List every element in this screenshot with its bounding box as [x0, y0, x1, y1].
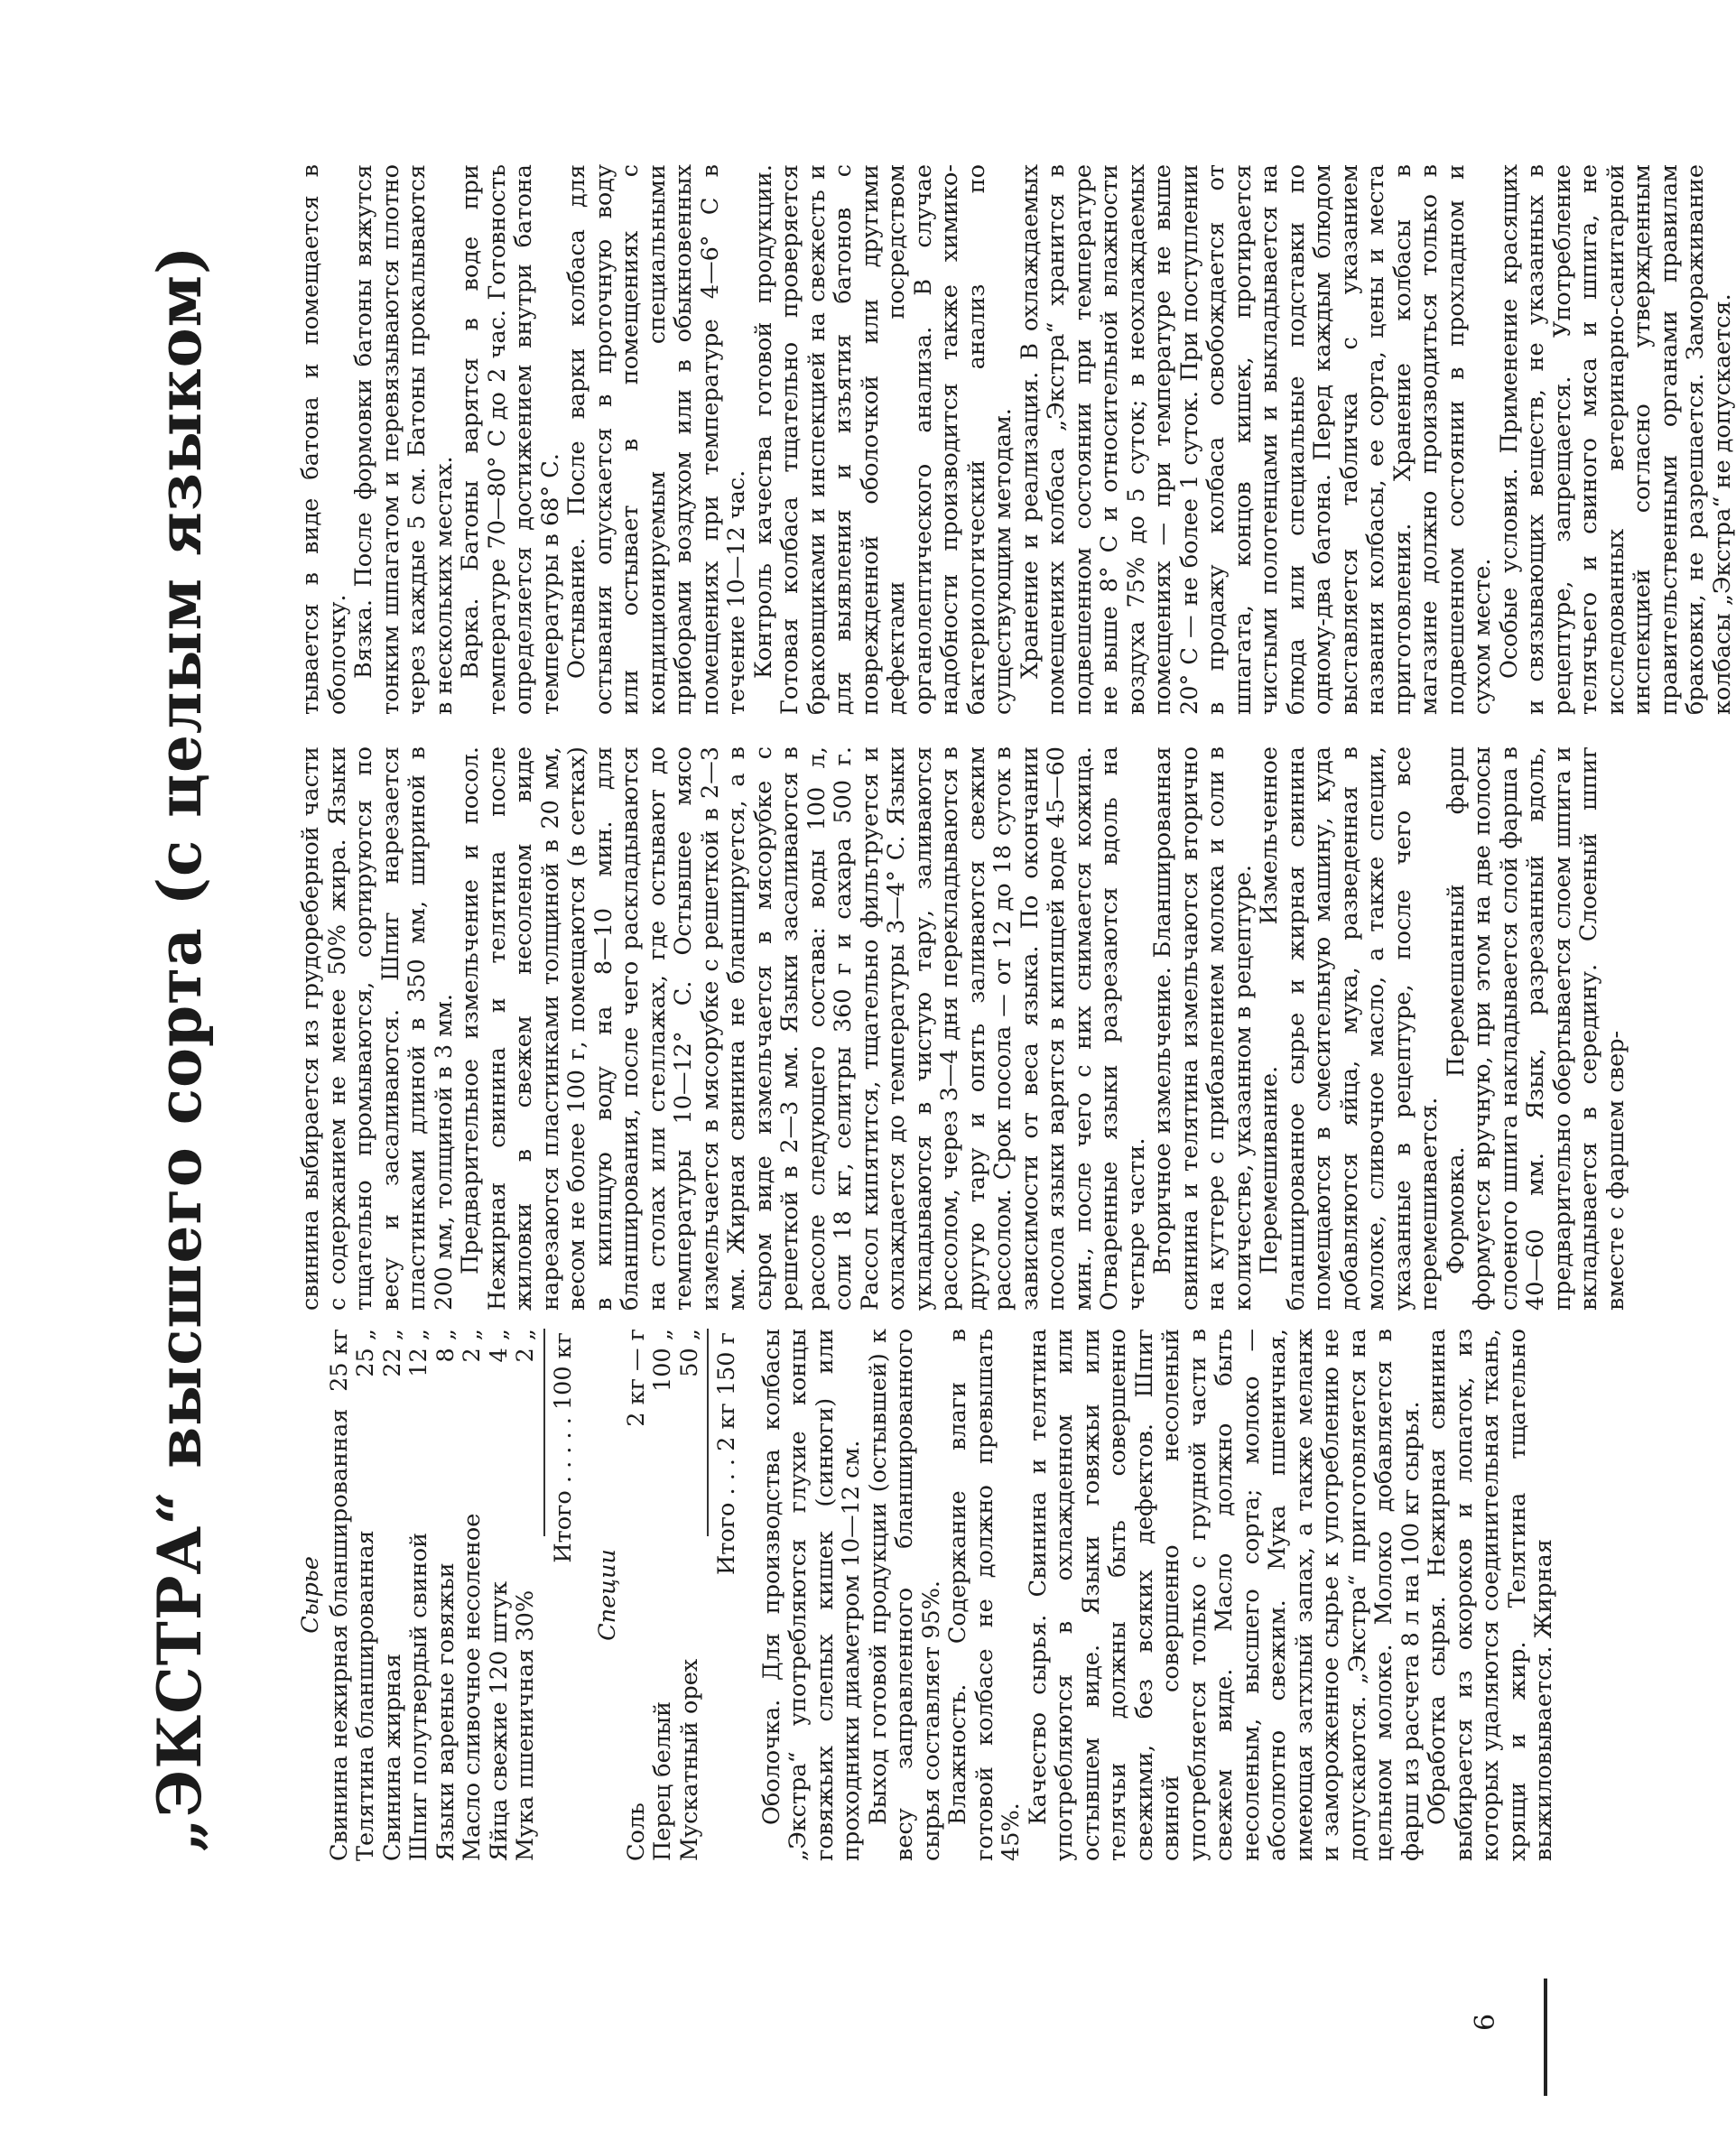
paragraph-mixing: Перемешивание. Измельченное бланшированное сырье и жирная свинина помещаются в смесительную машину, куда добавляются яйца, мука, разведенная в молоке, сливочное масло, а также специи, указанные в рецептуре, после чего все перемешивается.: [1256, 746, 1443, 1311]
raw-total: Итого . . . . . 100 кг: [549, 1332, 577, 1563]
raw-item-name: Яйца свежие 120 штук: [485, 1580, 513, 1861]
raw-item-value: 12 „: [405, 1329, 432, 1377]
paragraph-casing: Оболочка. Для производства колбасы „Экстра“ употребляются глухие концы говяжьих слепых кишек (синюги) или проходники диаметром 10—12 см.: [757, 1329, 865, 1861]
raw-item-3: [406, 1329, 433, 1861]
paragraph-continued: свинина выбирается из грудореберной части с содержанием не менее 50% жира. Языки тщательно промываются, сортируются по весу и засаливаются. Шпиг нарезается пластинками длиной в 350 мм, шириной в 200 мм, толщиной в 3 мм.: [297, 746, 458, 1311]
spice-item-1: [650, 1329, 677, 1861]
spice-item-name: Соль: [622, 1802, 650, 1861]
page-rule: [1544, 1979, 1547, 2096]
raw-item-value: 4 „: [485, 1329, 513, 1363]
paragraph-yield: Выход готовой продукции (остывшей) к весу заправленного бланшированного сырья составляет 95%.: [864, 1329, 945, 1861]
raw-item-name: Масло сливочное несоленое: [459, 1513, 486, 1861]
raw-item-value: 8 „: [432, 1329, 460, 1363]
raw-item-name: Телятина бланшированная: [352, 1530, 379, 1861]
raw-item-value: 22 „: [378, 1329, 406, 1377]
raw-item-7: [513, 1329, 540, 1861]
divider: [543, 1329, 545, 1536]
paragraph-continued: тывается в виде батона и помещается в оболочку.: [297, 164, 351, 715]
paragraph-raw-quality: Качество сырья. Свинина и телятина употребляются в охлажденном или остывшем виде. Языки говяжьи или телячьи должны быть совершенно свежими, без всяких дефектов. Шпиг свиной совершенно несоленый употребляется только с грудной части в свежем виде. Масло должно быть несоленым, высшего сорта; молоко — абсолютно свежим. Мука пшеничная, имеющая затхлый запах, а также меланж и замороженное сырье к употреблению не допускаются. „Экстра“ приготовляется на цельном молоке. Молоко добавляется в фарш из расчета 8 л на 100 кг сырья.: [1024, 1329, 1425, 1861]
column-2: [298, 746, 1629, 1311]
page-title: „ЭКСТРА“ высшего сорта (с целым языком): [144, 245, 215, 1853]
paragraph-quality-control: Контроль качества готовой продукции. Готовая колбаса тщательно проверяется браковщиками и инспекцией на свежесть и для выявления и изъятия батонов с поврежденной оболочкой или другими дефектами посредством органолептического анализа. В случае надобности производится также химико-бактериологический анализ по существующим методам.: [749, 164, 1017, 715]
paragraph-moisture: Влажность. Содержание влаги в готовой колбасе не должно превышать 45%.: [944, 1329, 1025, 1861]
column-3: [298, 164, 1736, 715]
raw-item-value: 25 „: [352, 1329, 379, 1377]
raw-materials-list: [327, 1329, 540, 1861]
spices-list: [624, 1329, 704, 1861]
paragraph-tying: Вязка. После формовки батоны вяжутся тонким шпагатом и перевязываются плотно через каждые 5 см. Батоны прокалываются в нескольких местах.: [350, 164, 458, 715]
raw-item-value: 2 „: [459, 1329, 486, 1363]
paragraph-cooling: Остывание. После варки колбаса для остывания опускается в проточную воду или остывает в помещениях с кондиционируемым специальными приборами воздухом или в обыкновенных помещениях при температуре 4—6° С в течение 10—12 час.: [563, 164, 750, 715]
raw-item-0: [327, 1329, 354, 1861]
column-1: [298, 1329, 1558, 1861]
spice-item-2: [677, 1329, 704, 1861]
paragraph-special-conditions: Особые условия. Применение красящих и связывающих веществ, не указанных в рецептуре, запрещается. Употребление телячьего и свиного мяса и шпига, не исследованных ветеринарно-санитарной инспекцией согласно утвержденным правительственными органами правилам браковки, не разрешается. Замораживание колбасы „Экстра“ не допускается.: [1495, 164, 1736, 715]
page-number: 6: [1470, 2013, 1501, 2031]
spice-item-value: 2 кг — г: [622, 1329, 650, 1427]
paragraph-second-grinding: Вторичное измельчение. Бланшированная свинина и телятина измельчаются вторично на куттере с прибавлением молока и соли в количестве, указанном в рецептуре.: [1149, 746, 1257, 1311]
raw-materials-heading: Сырье: [297, 1556, 324, 1634]
raw-item-name: Языки вареные говяжьи: [432, 1562, 460, 1861]
paragraph-storage: Хранение и реализация. В охлаждаемых помещениях колбаса „Экстра“ хранится в подвешенном состоянии при температуре не выше 8° С и относительной влажности воздуха 75% до 5 суток; в неохлаждаемых помещениях — при температуре не выше 20° С — не более 1 суток. При поступлении в продажу колбаса освобождается от шпагата, концов кишек, протирается чистыми полотенцами и выкладывается на блюда или специальные подставки по одному-два батона. Перед каждым блюдом выставляется табличка с указанием названия колбасы, ее сорта, цены и места приготовления. Хранение колбасы в магазине должно производиться только в подвешенном состоянии в прохладном и сухом месте.: [1016, 164, 1496, 715]
raw-item-5: [460, 1329, 487, 1861]
raw-item-value: 25 кг: [325, 1329, 353, 1392]
spices-heading: Специи: [594, 1549, 621, 1641]
raw-item-name: Свинина жирная: [378, 1653, 406, 1861]
paragraph-forming: Формовка. Перемешанный фарш формуется вручную, при этом на две полосы слоеного шпига накладывается слой фарша в 40—60 мм. Язык, разрезанный вдоль, предварительно обертывается слоем шпига и вкладывается в середину. Слоеный шпиг вместе с фаршем свер-: [1442, 746, 1629, 1311]
raw-item-value: 2 „: [512, 1329, 539, 1363]
raw-item-2: [380, 1329, 407, 1861]
raw-item-name: Мука пшеничная 30%: [512, 1589, 539, 1861]
paragraph-raw-processing: Обработка сырья. Нежирная свинина выбирается из окороков и лопаток, из которых удаляются соединительная ткань, хрящи и жир. Телятина тщательно выжиловывается. Жирная: [1424, 1329, 1557, 1861]
spices-total: Итого . . . 2 кг 150 г: [713, 1332, 740, 1576]
paragraph-pre-grinding: Предварительное измельчение и посол. Нежирная свинина и телятина после жиловки в свежем несоленом виде нарезаются пластинками толщиной в 20 мм, весом не более 100 г, помещаются (в сетках) в кипящую воду на 8—10 мин. для бланширования, после чего раскладываются на столах или стеллажах, где остывают до температуры 10—12° С. Остывшее мясо измельчается в мясорубке с решеткой в 2—3 мм. Жирная свинина не бланшируется, а в сыром виде измельчается в мясорубке с решеткой в 2—3 мм. Языки засаливаются в рассоле следующего состава: воды 100 л, соли 18 кг, селитры 360 г и сахара 500 г. Рассол кипятится, тщательно фильтруется и охлаждается до температуры 3—4° С. Языки укладываются в чистую тару, заливаются рассолом, через 3—4 дня перекладываются в другую тару и опять заливаются свежим рассолом. Срок посола — от 12 до 18 суток в зависимости от веса языка. По окончании посола языки варятся в кипящей воде 45—60 мин., после чего с них снимается кожица. Отваренные языки разрезаются вдоль на четыре части.: [457, 746, 1150, 1311]
raw-item-name: Шпиг полутвердый свиной: [405, 1532, 432, 1861]
divider: [707, 1329, 709, 1536]
raw-item-6: [487, 1329, 514, 1861]
spice-item-name: Мускатный орех: [675, 1658, 703, 1861]
spice-item-value: 50 „: [675, 1329, 703, 1377]
raw-item-1: [353, 1329, 380, 1861]
paragraph-cooking: Варка. Батоны варятся в воде при температуре 70—80° С до 2 час. Готовность определяется достижением внутри батона температуры в 68° С.: [457, 164, 564, 715]
spice-item-name: Перец белый: [649, 1701, 676, 1861]
raw-item-name: Свинина нежирная бланшированная: [325, 1408, 353, 1861]
spice-item-value: 100 „: [649, 1329, 676, 1392]
spice-item-0: [624, 1329, 651, 1861]
raw-item-4: [433, 1329, 460, 1861]
